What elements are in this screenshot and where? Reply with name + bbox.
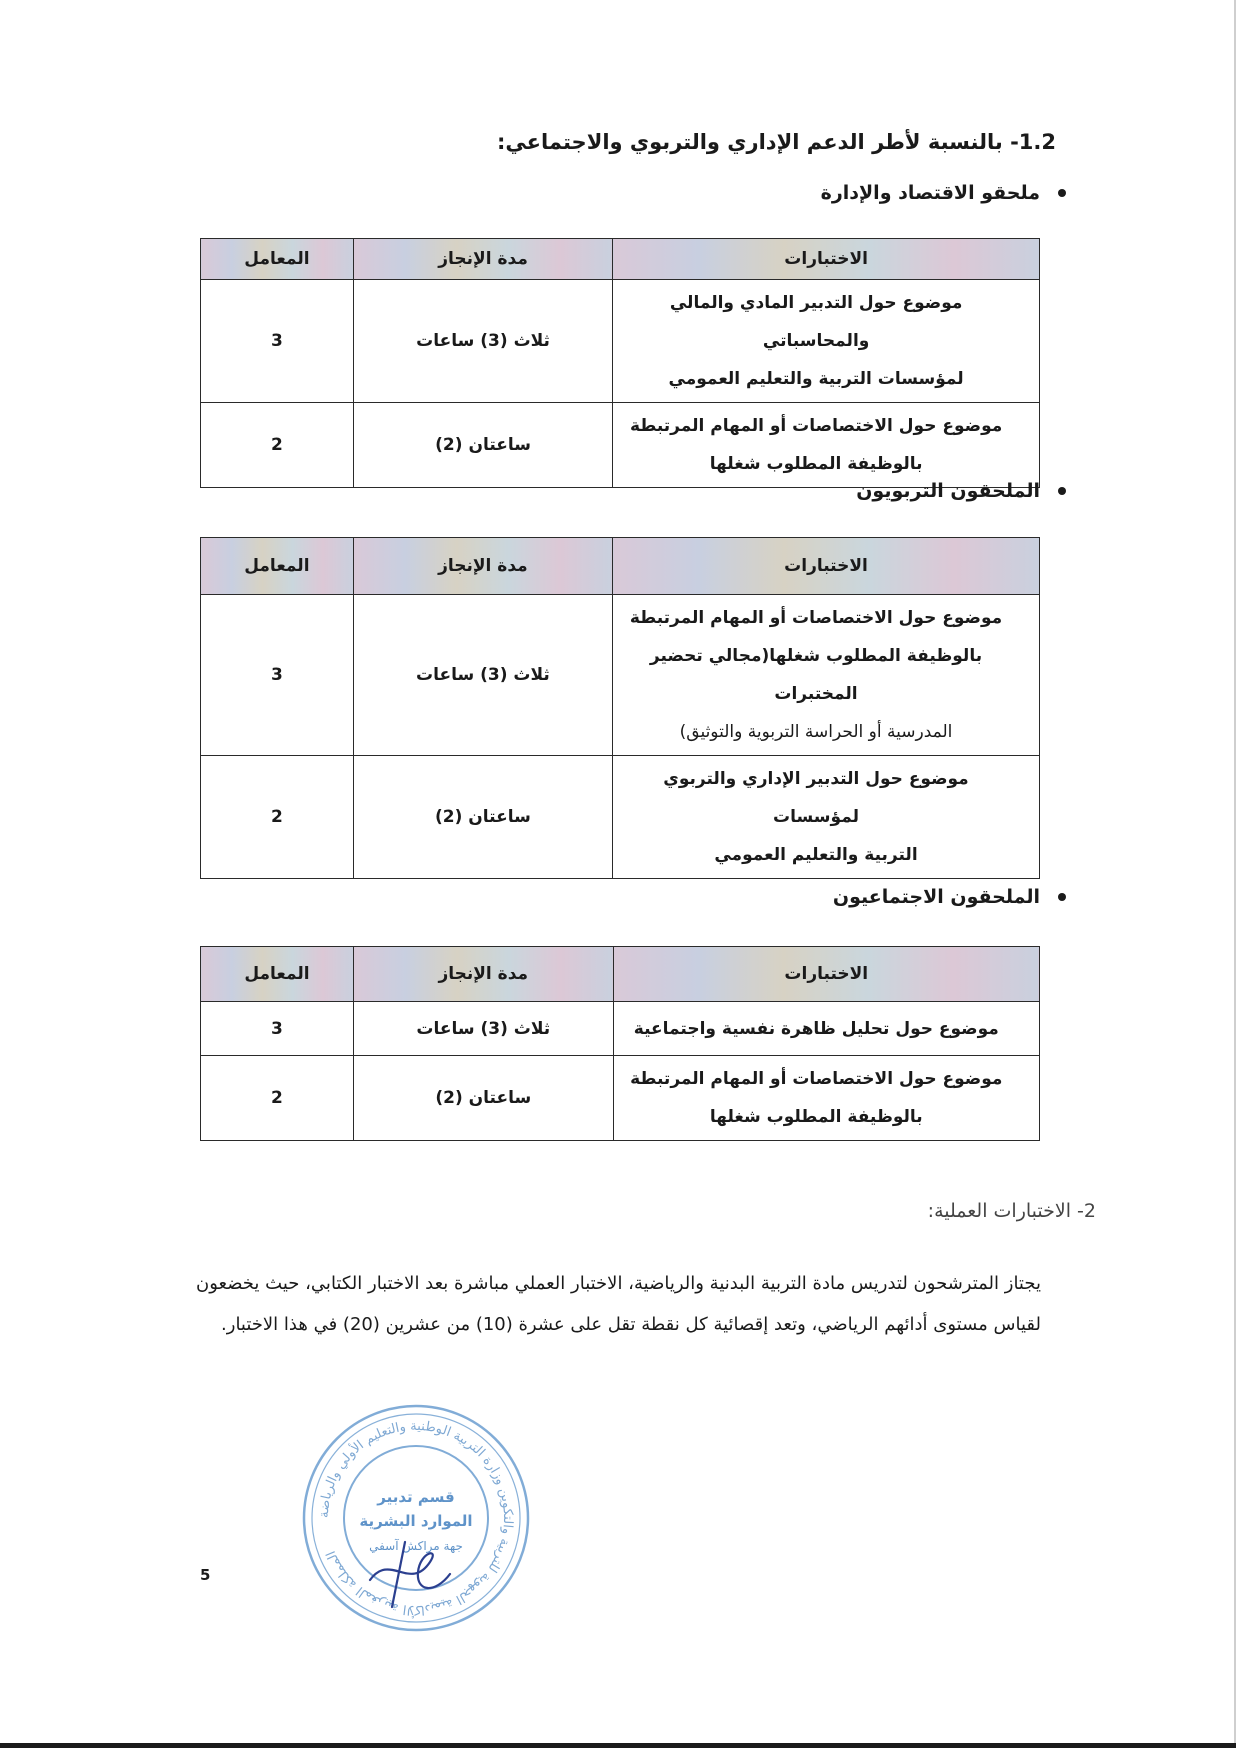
page-number: 5 xyxy=(200,1566,211,1584)
subject-cell xyxy=(613,280,1040,403)
header-coefficient: المعامل xyxy=(201,239,354,280)
subject-line: بالوظيفة المطلوب شغلها(مجالي تحضير المختبرات xyxy=(649,646,983,704)
svg-text:المملكة المغربية الأكاديمية ال: المملكة المغربية الأكاديمية الجهوية للتربية والتكوين وزارة التربية الوطنية والتعليم الأولي والرياضة xyxy=(316,1418,516,1618)
exam-table xyxy=(200,946,1040,1141)
coefficient-cell: 3 xyxy=(201,1002,354,1056)
svg-text:جهة مراكش آسفي: جهة مراكش آسفي xyxy=(369,1539,463,1553)
table-row xyxy=(201,1002,1040,1056)
subject-line: بالوظيفة المطلوب شغلها xyxy=(709,1107,923,1127)
table-header-row xyxy=(201,538,1040,595)
exam-table xyxy=(200,537,1040,879)
table-row xyxy=(201,1056,1040,1141)
duration-cell: ساعتان (2) xyxy=(353,1056,613,1141)
subject-line: موضوع حول التدبير الإداري والتربوي لمؤسسات xyxy=(663,769,969,827)
bullet-icon xyxy=(1058,487,1066,495)
bullet-item xyxy=(856,480,1066,502)
subject-line: التربية والتعليم العمومي xyxy=(714,845,918,865)
subject-line: موضوع حول الاختصاصات أو المهام المرتبطة xyxy=(629,416,1003,436)
coefficient-cell: 2 xyxy=(201,403,354,488)
section-2-title: 2- الاختبارات العملية: xyxy=(927,1200,1096,1222)
duration-cell: ثلاث (3) ساعات xyxy=(353,595,612,756)
subject-line: لمؤسسات التربية والتعليم العمومي xyxy=(668,369,964,389)
official-stamp-icon xyxy=(300,1402,532,1634)
subject-line: موضوع حول تحليل ظاهرة نفسية واجتماعية xyxy=(633,1018,999,1039)
duration-cell: ساعتان (2) xyxy=(353,756,612,879)
header-duration: مدة الإنجاز xyxy=(353,538,612,595)
header-tests: الاختبارات xyxy=(613,947,1039,1002)
subject-line: المدرسية أو الحراسة التربوية والتوثيق) xyxy=(679,722,953,742)
duration-cell: ثلاث (3) ساعات xyxy=(353,1002,613,1056)
subject-line: موضوع حول الاختصاصات أو المهام المرتبطة xyxy=(629,608,1003,628)
table-row xyxy=(201,280,1040,403)
bullet-item xyxy=(821,182,1066,204)
table-row xyxy=(201,595,1040,756)
coefficient-cell: 3 xyxy=(201,280,354,403)
header-coefficient: المعامل xyxy=(201,947,354,1002)
subject-cell xyxy=(613,595,1040,756)
header-duration: مدة الإنجاز xyxy=(353,947,613,1002)
table-header-row xyxy=(201,947,1040,1002)
exam-table xyxy=(200,238,1040,488)
subject-cell xyxy=(613,403,1040,488)
svg-text:الموارد البشرية: الموارد البشرية xyxy=(359,1512,473,1530)
section-heading: 1.2- بالنسبة لأطر الدعم الإداري والتربوي والاجتماعي: xyxy=(497,130,1056,154)
subject-cell xyxy=(613,1002,1039,1056)
bullet-icon xyxy=(1058,893,1066,901)
bullet-icon xyxy=(1058,189,1066,197)
duration-cell: ثلاث (3) ساعات xyxy=(353,280,612,403)
subject-cell xyxy=(613,756,1040,879)
table-header-row xyxy=(201,239,1040,280)
duration-cell: ساعتان (2) xyxy=(353,403,612,488)
header-tests: الاختبارات xyxy=(613,538,1040,595)
subject-line: موضوع حول الاختصاصات أو المهام المرتبطة xyxy=(630,1069,1003,1089)
coefficient-cell: 2 xyxy=(201,1056,354,1141)
bullet-label: ملحقو الاقتصاد والإدارة xyxy=(820,182,1040,204)
subject-line: موضوع حول التدبير المادي والمالي والمحاسباتي xyxy=(669,293,963,351)
header-duration: مدة الإنجاز xyxy=(353,239,612,280)
header-coefficient: المعامل xyxy=(201,538,354,595)
scan-edge-strip xyxy=(0,1743,1236,1748)
table-row xyxy=(201,403,1040,488)
svg-text:قسم تدبير: قسم تدبير xyxy=(377,1488,455,1506)
coefficient-cell: 2 xyxy=(201,756,354,879)
bullet-label: الملحقون التربويون xyxy=(856,480,1040,502)
subject-cell xyxy=(613,1056,1039,1141)
bullet-label: الملحقون الاجتماعيون xyxy=(832,886,1040,908)
header-tests: الاختبارات xyxy=(613,239,1040,280)
subject-line: بالوظيفة المطلوب شغلها xyxy=(709,454,923,474)
coefficient-cell: 3 xyxy=(201,595,354,756)
bullet-item xyxy=(833,886,1066,908)
table-row xyxy=(201,756,1040,879)
practical-tests-paragraph: يجتاز المترشحون لتدريس مادة التربية البدنية والرياضية، الاختبار العملي مباشرة بعد الاختبار الكتابي، حيث يخضعون لقياس مستوى أدائهم الرياضي، وتعد إقصائية كل نقطة تقل على عشرة (10) من عشرين (20) في هذا الاختبار. xyxy=(196,1273,1041,1335)
